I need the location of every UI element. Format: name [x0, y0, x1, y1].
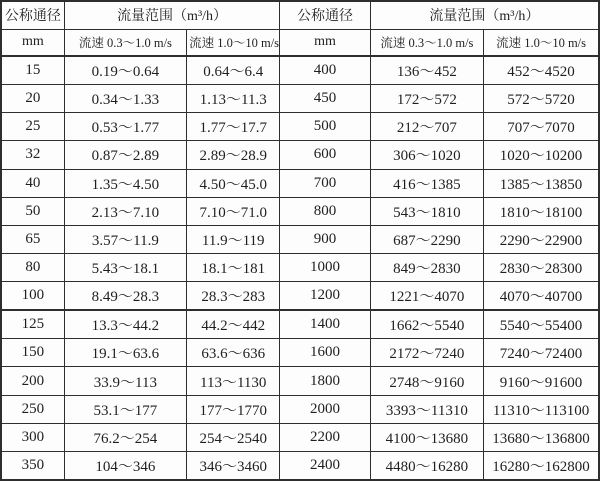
dn-cell-right: 1400 — [280, 310, 370, 339]
flow-range-header-right: 流量范围（m³/h） — [370, 1, 599, 29]
flow-range-header-left: 流量范围（m³/h） — [64, 1, 280, 29]
flow-low-cell-left: 53.1～177 — [64, 395, 186, 423]
flow-high-cell-right: 16280～162800 — [484, 451, 599, 480]
flow-low-cell-right: 3393～11310 — [370, 395, 483, 423]
flow-low-cell-left: 13.3～44.2 — [64, 310, 186, 339]
flow-high-cell-left: 11.9～119 — [187, 225, 280, 253]
diameter-header-right: 公称通径 — [280, 1, 370, 29]
flow-low-cell-right: 172～572 — [370, 85, 483, 113]
flow-high-cell-left: 346～3460 — [187, 451, 280, 480]
flow-low-cell-left: 2.13～7.10 — [64, 197, 186, 225]
table-row — [1, 169, 599, 197]
high-speed-header-right: 流速 1.0～10 m/s — [484, 29, 599, 56]
dn-cell-right: 2200 — [280, 423, 370, 451]
dn-cell-left: 40 — [1, 169, 64, 197]
dn-cell-right: 600 — [280, 141, 370, 169]
flow-high-cell-right: 2290～22900 — [484, 225, 599, 253]
dn-cell-right: 700 — [280, 169, 370, 197]
table-row — [1, 225, 599, 253]
table-row — [1, 451, 599, 480]
flow-high-cell-left: 2.89～28.9 — [187, 141, 280, 169]
dn-cell-left: 150 — [1, 339, 64, 367]
flow-low-cell-left: 0.87～2.89 — [64, 141, 186, 169]
flow-low-cell-right: 2172～7240 — [370, 339, 483, 367]
dn-cell-left: 65 — [1, 225, 64, 253]
flow-high-cell-left: 113～1130 — [187, 367, 280, 395]
flow-high-cell-right: 1020～10200 — [484, 141, 599, 169]
flow-low-cell-right: 416～1385 — [370, 169, 483, 197]
table-row — [1, 367, 599, 395]
flow-high-cell-left: 1.13～11.3 — [187, 85, 280, 113]
flow-low-cell-right: 2748～9160 — [370, 367, 483, 395]
flow-high-cell-right: 11310～113100 — [484, 395, 599, 423]
flow-high-cell-right: 4070～40700 — [484, 281, 599, 310]
dn-cell-left: 15 — [1, 56, 64, 85]
table-row — [1, 56, 599, 85]
unit-header-right: mm — [280, 29, 370, 56]
flow-low-cell-left: 0.19～0.64 — [64, 56, 186, 85]
flow-high-cell-right: 707～7070 — [484, 113, 599, 141]
flow-high-cell-left: 254～2540 — [187, 423, 280, 451]
flow-high-cell-right: 1810～18100 — [484, 197, 599, 225]
table-row — [1, 310, 599, 339]
flow-high-cell-left: 7.10～71.0 — [187, 197, 280, 225]
high-speed-header-left: 流速 1.0～10 m/s — [187, 29, 280, 56]
flow-high-cell-left: 18.1～181 — [187, 253, 280, 281]
dn-cell-left: 32 — [1, 141, 64, 169]
table-row — [1, 281, 599, 310]
dn-cell-left: 200 — [1, 367, 64, 395]
flow-high-cell-right: 5540～55400 — [484, 310, 599, 339]
dn-cell-right: 900 — [280, 225, 370, 253]
dn-cell-right: 1200 — [280, 281, 370, 310]
flow-high-cell-right: 13680～136800 — [484, 423, 599, 451]
flow-low-cell-left: 1.35～4.50 — [64, 169, 186, 197]
dn-cell-left: 350 — [1, 451, 64, 480]
flow-high-cell-left: 1.77～17.7 — [187, 113, 280, 141]
dn-cell-right: 2400 — [280, 451, 370, 480]
flow-low-cell-right: 1662～5540 — [370, 310, 483, 339]
flow-low-cell-left: 8.49～28.3 — [64, 281, 186, 310]
flow-high-cell-right: 572～5720 — [484, 85, 599, 113]
dn-cell-left: 80 — [1, 253, 64, 281]
header-row-sub — [1, 29, 599, 56]
flow-high-cell-right: 452～4520 — [484, 56, 599, 85]
dn-cell-right: 2000 — [280, 395, 370, 423]
table-body — [1, 56, 599, 480]
low-speed-header-left: 流速 0.3～1.0 m/s — [64, 29, 186, 56]
flow-low-cell-left: 33.9～113 — [64, 367, 186, 395]
flow-low-cell-left: 104～346 — [64, 451, 186, 480]
flow-low-cell-right: 849～2830 — [370, 253, 483, 281]
table-header — [1, 1, 599, 56]
flow-low-cell-left: 0.34～1.33 — [64, 85, 186, 113]
table-row — [1, 141, 599, 169]
flow-high-cell-left: 177～1770 — [187, 395, 280, 423]
dn-cell-right: 800 — [280, 197, 370, 225]
table-row — [1, 85, 599, 113]
dn-cell-right: 400 — [280, 56, 370, 85]
flow-high-cell-left: 63.6～636 — [187, 339, 280, 367]
flow-low-cell-right: 4100～13680 — [370, 423, 483, 451]
dn-cell-left: 25 — [1, 113, 64, 141]
flow-high-cell-left: 28.3～283 — [187, 281, 280, 310]
flow-high-cell-left: 4.50～45.0 — [187, 169, 280, 197]
flow-high-cell-left: 0.64～6.4 — [187, 56, 280, 85]
dn-cell-left: 250 — [1, 395, 64, 423]
dn-cell-right: 1000 — [280, 253, 370, 281]
dn-cell-right: 450 — [280, 85, 370, 113]
table-row — [1, 423, 599, 451]
dn-cell-left: 300 — [1, 423, 64, 451]
flow-low-cell-right: 4480～16280 — [370, 451, 483, 480]
flow-low-cell-right: 687～2290 — [370, 225, 483, 253]
header-row-main — [1, 1, 599, 29]
flow-low-cell-left: 0.53～1.77 — [64, 113, 186, 141]
diameter-header-left: 公称通径 — [1, 1, 64, 29]
unit-header-left: mm — [1, 29, 64, 56]
table-row — [1, 197, 599, 225]
dn-cell-right: 500 — [280, 113, 370, 141]
dn-cell-left: 100 — [1, 281, 64, 310]
low-speed-header-right: 流速 0.3～1.0 m/s — [370, 29, 483, 56]
flow-high-cell-left: 44.2～442 — [187, 310, 280, 339]
flow-low-cell-right: 1221～4070 — [370, 281, 483, 310]
flow-low-cell-right: 136～452 — [370, 56, 483, 85]
flow-low-cell-left: 5.43～18.1 — [64, 253, 186, 281]
flow-low-cell-left: 19.1～63.6 — [64, 339, 186, 367]
flow-low-cell-right: 306～1020 — [370, 141, 483, 169]
flow-high-cell-right: 9160～91600 — [484, 367, 599, 395]
flow-low-cell-left: 76.2～254 — [64, 423, 186, 451]
table-row — [1, 113, 599, 141]
flow-high-cell-right: 1385～13850 — [484, 169, 599, 197]
flow-low-cell-left: 3.57～11.9 — [64, 225, 186, 253]
flow-low-cell-right: 212～707 — [370, 113, 483, 141]
flow-high-cell-right: 7240～72400 — [484, 339, 599, 367]
table-row — [1, 339, 599, 367]
dn-cell-right: 1600 — [280, 339, 370, 367]
flow-high-cell-right: 2830～28300 — [484, 253, 599, 281]
dn-cell-right: 1800 — [280, 367, 370, 395]
dn-cell-left: 20 — [1, 85, 64, 113]
table-row — [1, 395, 599, 423]
flow-low-cell-right: 543～1810 — [370, 197, 483, 225]
table-row — [1, 253, 599, 281]
dn-cell-left: 50 — [1, 197, 64, 225]
dn-cell-left: 125 — [1, 310, 64, 339]
